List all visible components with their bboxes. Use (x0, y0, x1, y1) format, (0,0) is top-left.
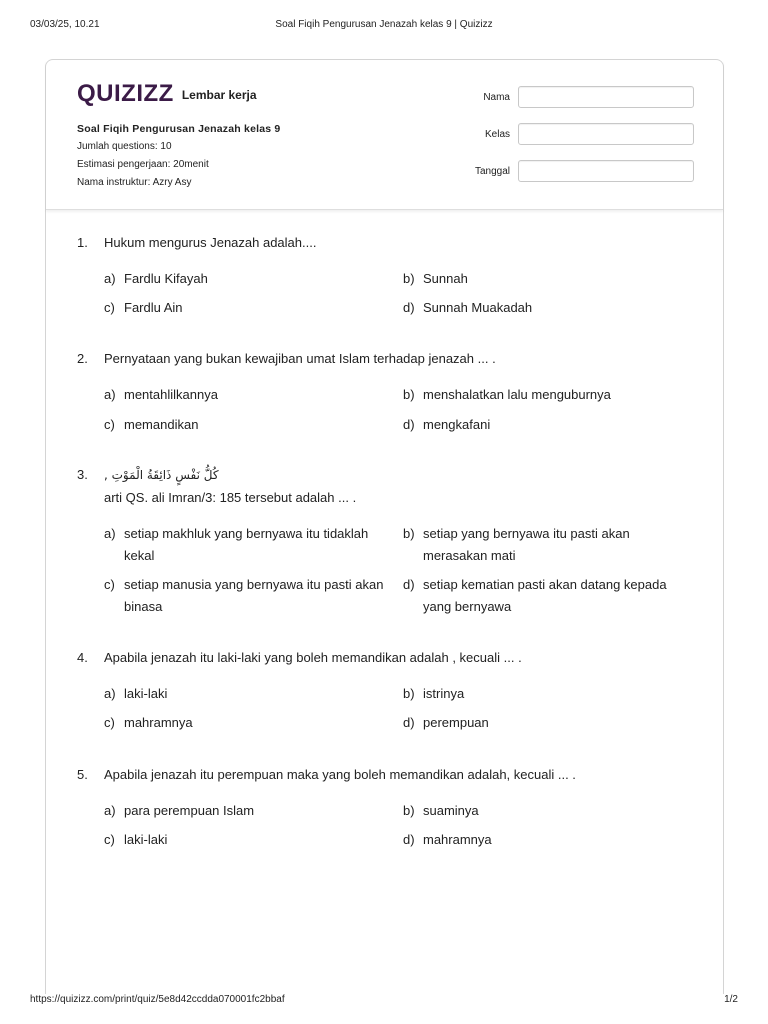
option-label: c) (104, 300, 115, 315)
option-label: c) (104, 715, 115, 730)
page-number: 1/2 (724, 994, 738, 1005)
question-text: Apabila jenazah itu perempuan maka yang boleh memandikan adalah, kecuali ... . (104, 767, 576, 782)
question-number: 3. (77, 467, 88, 482)
kelas-label: Kelas (484, 129, 510, 140)
option-label: d) (403, 577, 415, 592)
question-number: 1. (77, 235, 88, 250)
question-number: 4. (77, 650, 88, 665)
option-label: b) (403, 686, 415, 701)
kelas-field[interactable] (518, 123, 694, 145)
nama-field[interactable] (518, 86, 694, 108)
option-text: setiap manusia yang bernyawa itu pasti akan binasa (124, 577, 384, 614)
kelas-field-row (426, 123, 696, 147)
quizizz-logo (77, 81, 257, 107)
tanggal-field-row (426, 160, 696, 184)
option-text: setiap makhluk yang bernyawa itu tidaklah kekal (124, 526, 369, 563)
print-url: https://quizizz.com/print/quiz/5e8d42ccdda070001fc2bbaf (30, 994, 285, 1005)
worksheet (45, 59, 724, 994)
option-text: setiap kematian pasti akan datang kepada yang bernyawa (423, 577, 667, 614)
question-number: 2. (77, 351, 88, 366)
question-arabic-text (104, 464, 219, 486)
option-text: para perempuan Islam (124, 803, 255, 818)
option-text: laki-laki (124, 686, 168, 701)
option-text: mahramnya (423, 832, 492, 847)
print-header (0, 0, 768, 30)
option-label: b) (403, 387, 415, 402)
question-number: 5. (77, 767, 88, 782)
option-text: mengkafani (423, 417, 491, 432)
option-text: Sunnah (423, 271, 468, 286)
tanggal-field[interactable] (518, 160, 694, 182)
option-label: d) (403, 715, 415, 730)
option-label: c) (104, 417, 115, 432)
option-text: mentahlilkannya (124, 387, 218, 402)
question-text: Pernyataan yang bukan kewajiban umat Islam terhadap jenazah ... . (104, 351, 496, 366)
option-text: memandikan (124, 417, 199, 432)
estimate: Estimasi pengerjaan: 20menit (77, 159, 209, 170)
option-text: Fardlu Ain (124, 300, 183, 315)
question-text: Apabila jenazah itu laki-laki yang boleh memandikan adalah , kecuali ... . (104, 650, 522, 665)
option-text: perempuan (423, 715, 489, 730)
option-text: istrinya (423, 686, 465, 701)
quiz-title: Soal Fiqih Pengurusan Jenazah kelas 9 (77, 123, 281, 135)
question-text: arti QS. ali Imran/3: 185 tersebut adalah ... . (104, 490, 357, 505)
nama-label: Nama (483, 92, 510, 103)
option-label: c) (104, 577, 115, 592)
option-label: d) (403, 417, 415, 432)
print-datetime: 03/03/25, 10.21 (30, 19, 100, 30)
option-label: a) (104, 387, 116, 402)
option-label: b) (403, 526, 415, 541)
nama-field-row (426, 86, 696, 110)
option-text: Fardlu Kifayah (124, 271, 208, 286)
option-text: mahramnya (124, 715, 193, 730)
option-label: a) (104, 271, 116, 286)
option-label: d) (403, 832, 415, 847)
option-text: setiap yang bernyawa itu pasti akan merasakan mati (423, 526, 630, 563)
option-text: Sunnah Muakadah (423, 300, 533, 315)
option-label: a) (104, 526, 116, 541)
option-text: laki-laki (124, 832, 168, 847)
option-text: menshalatkan lalu menguburnya (423, 387, 611, 402)
print-page-title: Soal Fiqih Pengurusan Jenazah kelas 9 | Quizizz (275, 19, 493, 30)
option-label: a) (104, 803, 116, 818)
option-label: b) (403, 271, 415, 286)
tanggal-label: Tanggal (474, 166, 510, 177)
sheet-type-label: Lembar kerja (181, 87, 257, 102)
quizizz-wordmark: QUIZIZZ (77, 80, 174, 107)
arabic-verse: كُلُّ نَفْسٍ ذَائِقَةُ الْمَوْتِ , (104, 468, 219, 482)
quiz-meta (77, 120, 280, 192)
option-label: d) (403, 300, 415, 315)
worksheet-header (46, 60, 723, 210)
option-label: a) (104, 686, 116, 701)
question-count: Jumlah questions: 10 (77, 141, 172, 152)
question-text: Hukum mengurus Jenazah adalah.... (104, 235, 317, 250)
instructor-name: Nama instruktur: Azry Asy (77, 177, 192, 188)
option-text: suaminya (423, 803, 479, 818)
option-label: b) (403, 803, 415, 818)
option-label: c) (104, 832, 115, 847)
